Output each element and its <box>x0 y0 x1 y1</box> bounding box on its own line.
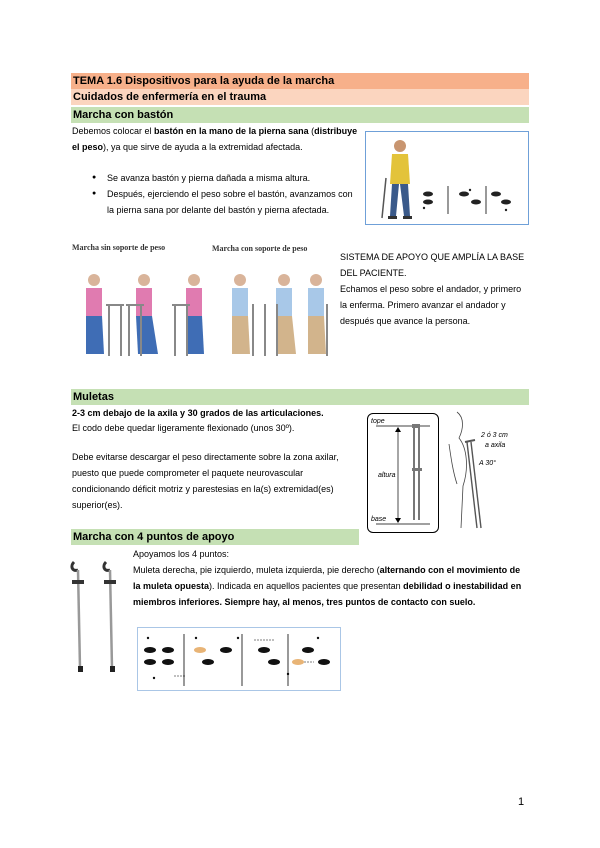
topic-title: TEMA 1.6 Dispositivos para la ayuda de la marcha <box>73 75 335 87</box>
section-4puntos-title: Marcha con 4 puntos de apoyo <box>73 531 235 543</box>
walker-label-left: Marcha sin soporte de peso <box>72 243 166 252</box>
section-4puntos-bar <box>71 529 359 545</box>
crutch-body-diagram <box>443 408 528 530</box>
crutch-label-angle: A 30° <box>479 460 496 467</box>
walker-illustration <box>72 268 334 366</box>
4puntos-line-1: Apoyamos los 4 puntos: <box>133 549 230 559</box>
page-number: 1 <box>518 796 525 808</box>
forearm-crutches-illustration <box>68 556 126 674</box>
list-item: ● Después, ejerciendo el peso sobre el bastón, avanzamos con la pierna sana por delante del bastón y pierna afectada. <box>77 186 362 218</box>
walker-label-right: Marcha con soporte de peso <box>212 244 308 253</box>
four-point-gait-illustration <box>138 628 340 690</box>
muletas-line-1: 2-3 cm debajo de la axila y 30 grados de las articulaciones. <box>72 408 324 418</box>
section-baston-title: Marcha con bastón <box>73 109 174 121</box>
walker-caption-2: Echamos el peso sobre el andador, y primero la enferma. Primero avanzar el andador y después que avance la persona. <box>340 284 522 326</box>
crutch-label-altura: altura <box>378 472 396 479</box>
subtitle-bar <box>71 89 529 105</box>
crutch-label-axila: a axila <box>485 442 506 449</box>
walker-caption-1: SISTEMA DE APOYO QUE AMPLÍA LA BASE DEL PACIENTE. <box>340 252 525 278</box>
topic-title-bar <box>71 73 529 89</box>
section-baston-bar <box>71 107 529 123</box>
list-item: ● Se avanza bastón y pierna dañada a misma altura. <box>77 170 362 186</box>
baston-bullets <box>77 170 362 218</box>
crutch-label-cm: 2 ó 3 cm <box>481 432 508 439</box>
4puntos-description: Muleta derecha, pie izquierdo, muleta izquierda, pie derecho (alternando con el movimiento de la muleta opuesta). Indicada en aquellos pacientes que presentan debilidad o inestabilidad en miembros inferiores. Siempre hay, al menos, tres puntos de contacto con suelo. <box>133 565 522 607</box>
cane-walking-illustration <box>366 132 528 224</box>
crutch-measure-diagram <box>367 413 439 533</box>
muletas-line-2: El codo debe quedar ligeramente flexionado (unos 30º). <box>72 423 295 433</box>
crutch-label-tope: tope <box>371 418 385 425</box>
forearm-crutches-image <box>68 556 126 674</box>
subtitle: Cuidados de enfermería en el trauma <box>73 91 267 103</box>
four-point-gait-figure <box>137 627 341 691</box>
section-muletas-title: Muletas <box>73 391 114 403</box>
baston-intro: Debemos colocar el bastón en la mano de la pierna sana (distribuye el peso), ya que sirve de ayuda a la extremidad afectada. <box>72 126 358 152</box>
crutch-label-base: base <box>371 516 387 523</box>
walker-sequence-image <box>72 268 334 366</box>
section-muletas-bar <box>71 389 529 405</box>
crutch-body-illustration <box>443 408 528 530</box>
cane-walking-figure <box>365 131 529 225</box>
muletas-paragraph: Debe evitarse descargar el peso directamente sobre la zona axilar, puesto que puede comprometer el paquete neurovascular condicionando déficit motriz y parestesias en la(s) extremidad(es) superior(es). <box>72 452 339 510</box>
